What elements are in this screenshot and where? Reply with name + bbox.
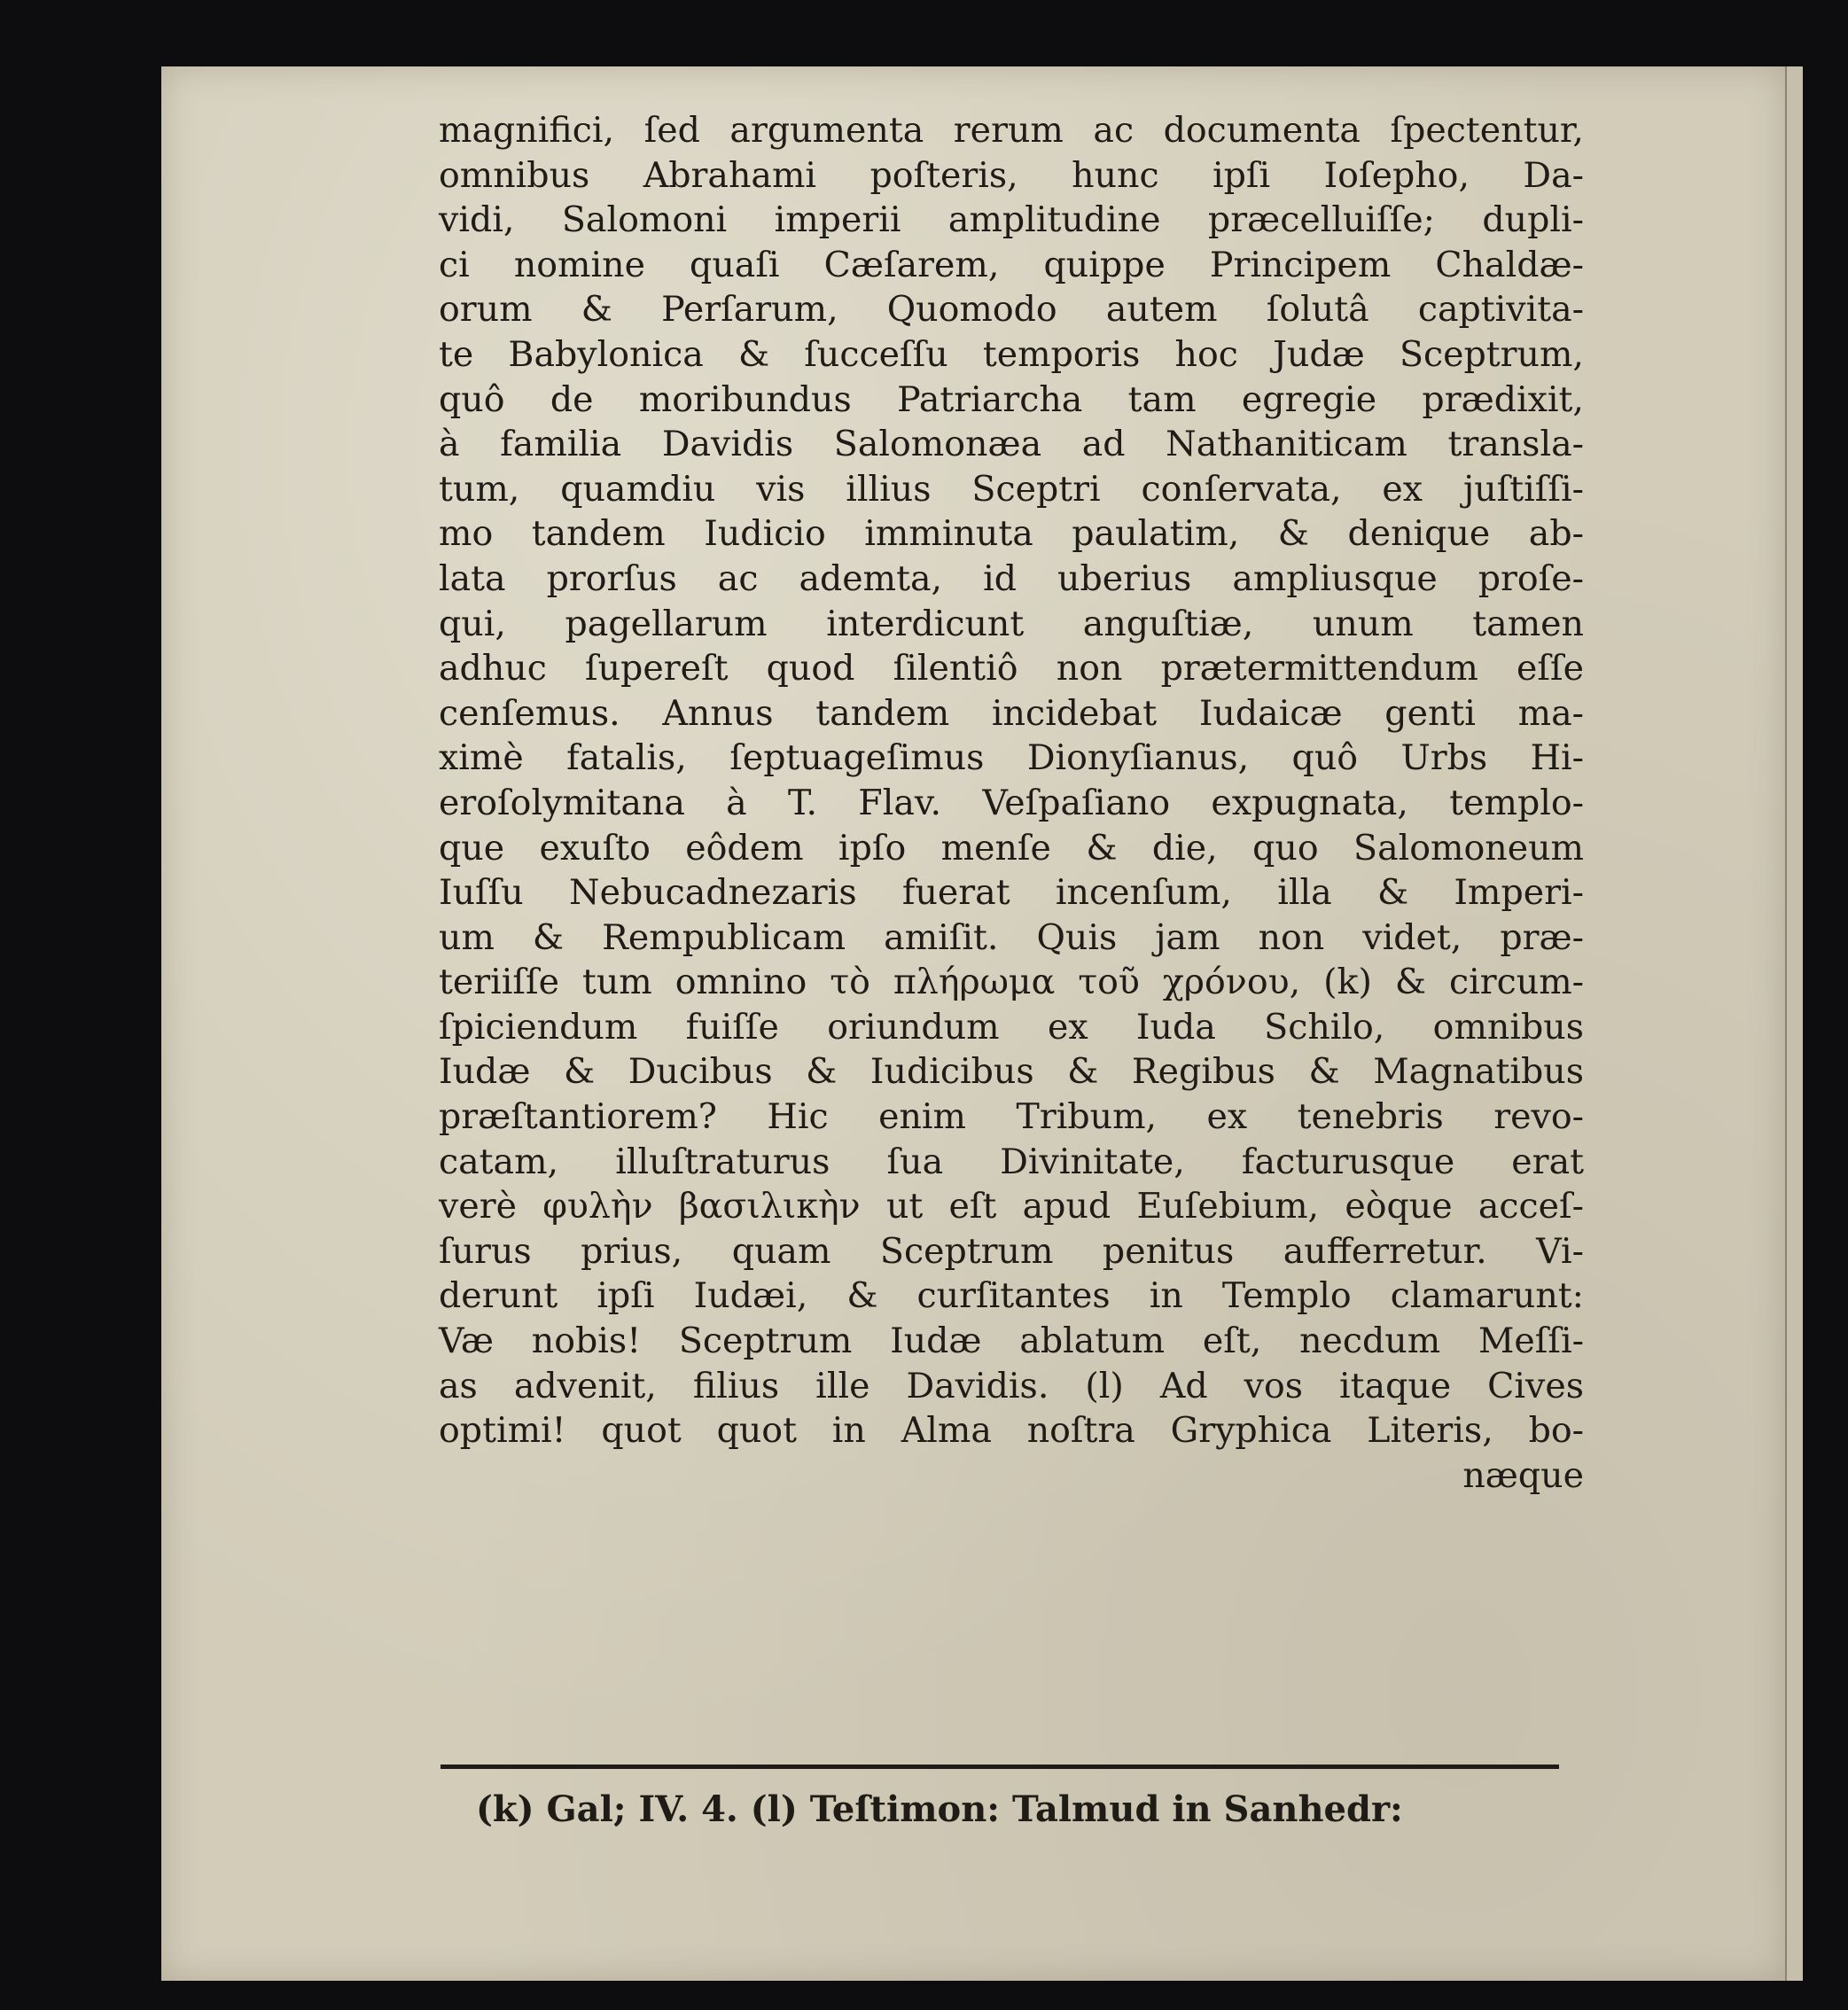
text-line: um & Rempublicam amiſit. Quis jam non videt, præ- — [439, 916, 1584, 958]
text-line: omnibus Abrahami poſteris, hunc ipſi Ioſepho, Da- — [439, 154, 1584, 196]
text-line: adhuc ſupereſt quod ſilentiô non prætermittendum eſſe — [439, 648, 1584, 689]
text-line: qui, pagellarum interdicunt anguſtiæ, unum tamen — [439, 603, 1584, 644]
facing-page-edge — [1785, 66, 1803, 1981]
text-line: Væ nobis! Sceptrum Iudæ ablatum eſt, necdum Meſſi- — [439, 1321, 1584, 1362]
text-line: præſtantiorem? Hic enim Tribum, ex tenebris revo- — [439, 1096, 1584, 1138]
text-line: ximè fatalis, ſeptuageſimus Dionyſianus, quô Urbs Hi- — [439, 737, 1584, 779]
text-line: as advenit, filius ille Davidis. (l) Ad vos itaque Cives — [439, 1365, 1584, 1406]
text-line: catam, illuſtraturus ſua Divinitate, facturusque erat — [439, 1141, 1584, 1182]
text-line: eroſolymitana à T. Flav. Veſpaſiano expugnata, templo- — [439, 782, 1584, 823]
footnote-rule — [441, 1765, 1559, 1769]
text-line: Iudæ & Ducibus & Iudicibus & Regibus & Magnatibus — [439, 1051, 1584, 1093]
text-line: Iuſſu Nebucadnezaris fuerat incenſum, illa & Imperi- — [439, 872, 1584, 914]
text-line: lata prorſus ac ademta, id uberius ampliusque proſe- — [439, 557, 1584, 599]
text-line: tum, quamdiu vis illius Sceptri conſervata, ex juſtiſſi- — [439, 468, 1584, 510]
text-line: derunt ipſi Iudæi, & curſitantes in Templo clamarunt: — [439, 1275, 1584, 1317]
text-line: ci nomine quaſi Cæſarem, quippe Principem Chaldæ- — [439, 244, 1584, 285]
text-line: magnifici, ſed argumenta rerum ac documenta ſpectentur, — [439, 110, 1584, 151]
text-line: ſpiciendum fuiſſe oriundum ex Iuda Schilo, omnibus — [439, 1006, 1584, 1048]
footnote: (k) Gal; IV. 4. (l) Teſtimon: Talmud in Sanhedr: — [476, 1788, 1403, 1830]
text-line: cenſemus. Annus tandem incidebat Iudaicæ genti ma- — [439, 692, 1584, 734]
text-line: vidi, Salomoni imperii amplitudine præcelluiſſe; dupli- — [439, 199, 1584, 241]
text-line: que exuſto eôdem ipſo menſe & die, quo Salomoneum — [439, 827, 1584, 869]
text-line: te Babylonica & ſucceſſu temporis hoc Judæ Sceptrum, — [439, 333, 1584, 375]
text-line: verè φυλὴν βασιλικὴν ut eſt apud Euſebium, eòque acceſ- — [439, 1186, 1584, 1227]
text-line: à familia Davidis Salomonæa ad Nathaniticam transla- — [439, 424, 1584, 465]
catchword: næque — [1462, 1454, 1584, 1496]
text-line: optimi! quot quot in Alma noſtra Gryphica Literis, bo- — [439, 1410, 1584, 1452]
text-line: ſurus prius, quam Sceptrum penitus aufferretur. Vi- — [439, 1230, 1584, 1272]
text-line: mo tandem Iudicio imminuta paulatim, & denique ab- — [439, 513, 1584, 555]
text-line: orum & Perſarum, Quomodo autem ſolutâ captivita- — [439, 289, 1584, 331]
text-line: teriiſſe tum omnino τὸ πλήρωμα τοῦ χρόνου, (k) & circum- — [439, 962, 1584, 1003]
text-line: quô de moribundus Patriarcha tam egregie prædixit, — [439, 378, 1584, 420]
body-text — [439, 108, 1584, 1498]
